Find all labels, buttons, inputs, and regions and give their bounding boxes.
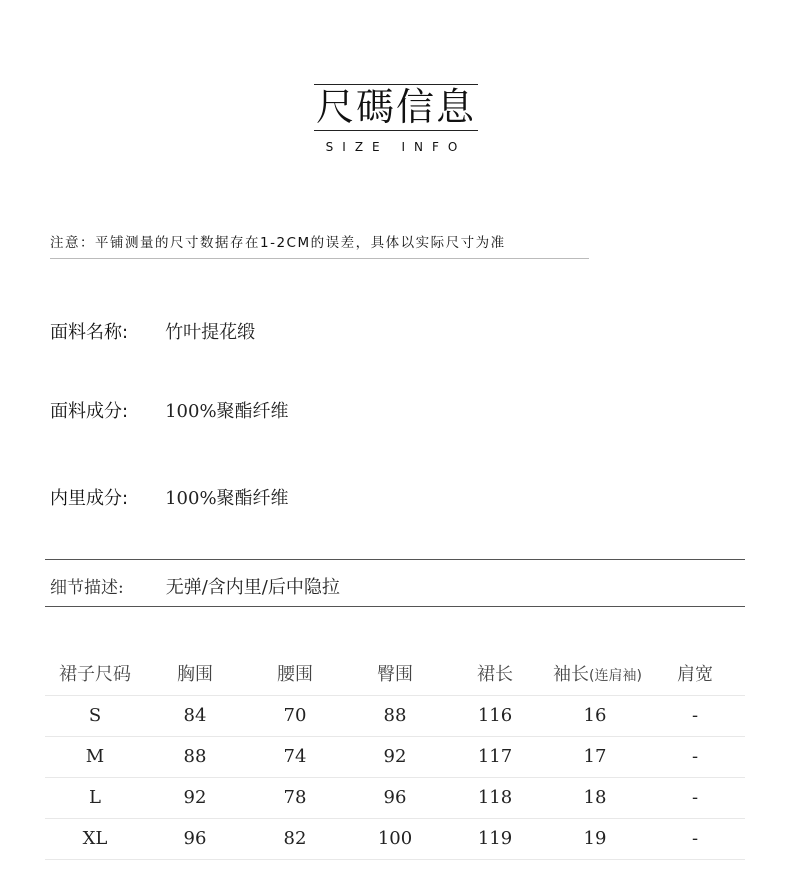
header-sleeve-length	[540, 655, 655, 695]
cell-shoulder: -	[691, 828, 699, 849]
cell-bust: 88	[183, 746, 207, 767]
cell-hip: 100	[377, 828, 413, 849]
header-size: 裙子尺码	[59, 664, 131, 685]
detail-label: 细节描述:	[50, 578, 124, 598]
cell-bust: 84	[183, 705, 207, 726]
table-row	[45, 737, 745, 778]
lining-composition-value: 100%聚酯纤维	[165, 488, 289, 509]
title-bottom-rule	[314, 130, 478, 131]
table-row	[45, 778, 745, 819]
cell-size: S	[88, 705, 102, 726]
header-waist: 腰围	[277, 664, 313, 685]
cell-skirt-length: 119	[477, 828, 513, 849]
cell-sleeve-length: 18	[583, 787, 607, 808]
cell-size: XL	[82, 828, 108, 849]
cell-shoulder: -	[691, 746, 699, 767]
header-bust: 胸围	[177, 664, 213, 685]
cell-sleeve-length: 16	[583, 705, 607, 726]
cell-skirt-length: 116	[477, 705, 513, 726]
table-row	[45, 819, 745, 860]
header-sleeve-note: (连肩袖)	[589, 668, 642, 684]
lining-composition-row	[50, 484, 289, 510]
fabric-composition-row	[50, 397, 289, 423]
cell-waist: 74	[283, 746, 307, 767]
cell-waist: 78	[283, 787, 307, 808]
fabric-name-value: 竹叶提花缎	[165, 322, 256, 343]
cell-bust: 96	[183, 828, 207, 849]
fabric-composition-label: 面料成分:	[50, 401, 129, 422]
size-table	[45, 655, 745, 860]
cell-skirt-length: 117	[477, 746, 513, 767]
note-divider	[50, 258, 589, 259]
cell-shoulder: -	[691, 705, 699, 726]
page-title: 尺碼信息	[315, 85, 476, 129]
detail-value: 无弹/含内里/后中隐拉	[165, 577, 340, 598]
header-skirt-length: 裙长	[477, 664, 513, 685]
cell-hip: 92	[383, 746, 407, 767]
cell-hip: 88	[383, 705, 407, 726]
header-hip: 臀围	[377, 664, 413, 685]
cell-sleeve-length: 17	[583, 746, 607, 767]
cell-skirt-length: 118	[477, 787, 513, 808]
cell-sleeve-length: 19	[583, 828, 607, 849]
fabric-name-label: 面料名称:	[50, 322, 129, 343]
table-row	[45, 696, 745, 737]
detail-bottom-rule	[45, 606, 745, 607]
detail-row	[50, 573, 340, 599]
lining-composition-label: 内里成分:	[50, 488, 129, 509]
cell-hip: 96	[383, 787, 407, 808]
header-shoulder: 肩宽	[677, 664, 713, 685]
detail-top-rule	[45, 559, 745, 560]
table-header-row	[45, 655, 745, 696]
page-subtitle: SIZE INFO	[325, 140, 467, 154]
cell-size: L	[89, 787, 101, 808]
cell-bust: 92	[183, 787, 207, 808]
measurement-note: 注意：平铺测量的尺寸数据存在1-2CM的误差，具体以实际尺寸为准	[50, 235, 506, 251]
cell-size: M	[85, 746, 105, 767]
fabric-composition-value: 100%聚酯纤维	[165, 401, 289, 422]
header-sleeve-label: 袖长	[553, 664, 590, 685]
cell-waist: 70	[283, 705, 307, 726]
cell-waist: 82	[283, 828, 307, 849]
cell-shoulder: -	[691, 787, 699, 808]
fabric-name-row	[50, 318, 255, 344]
